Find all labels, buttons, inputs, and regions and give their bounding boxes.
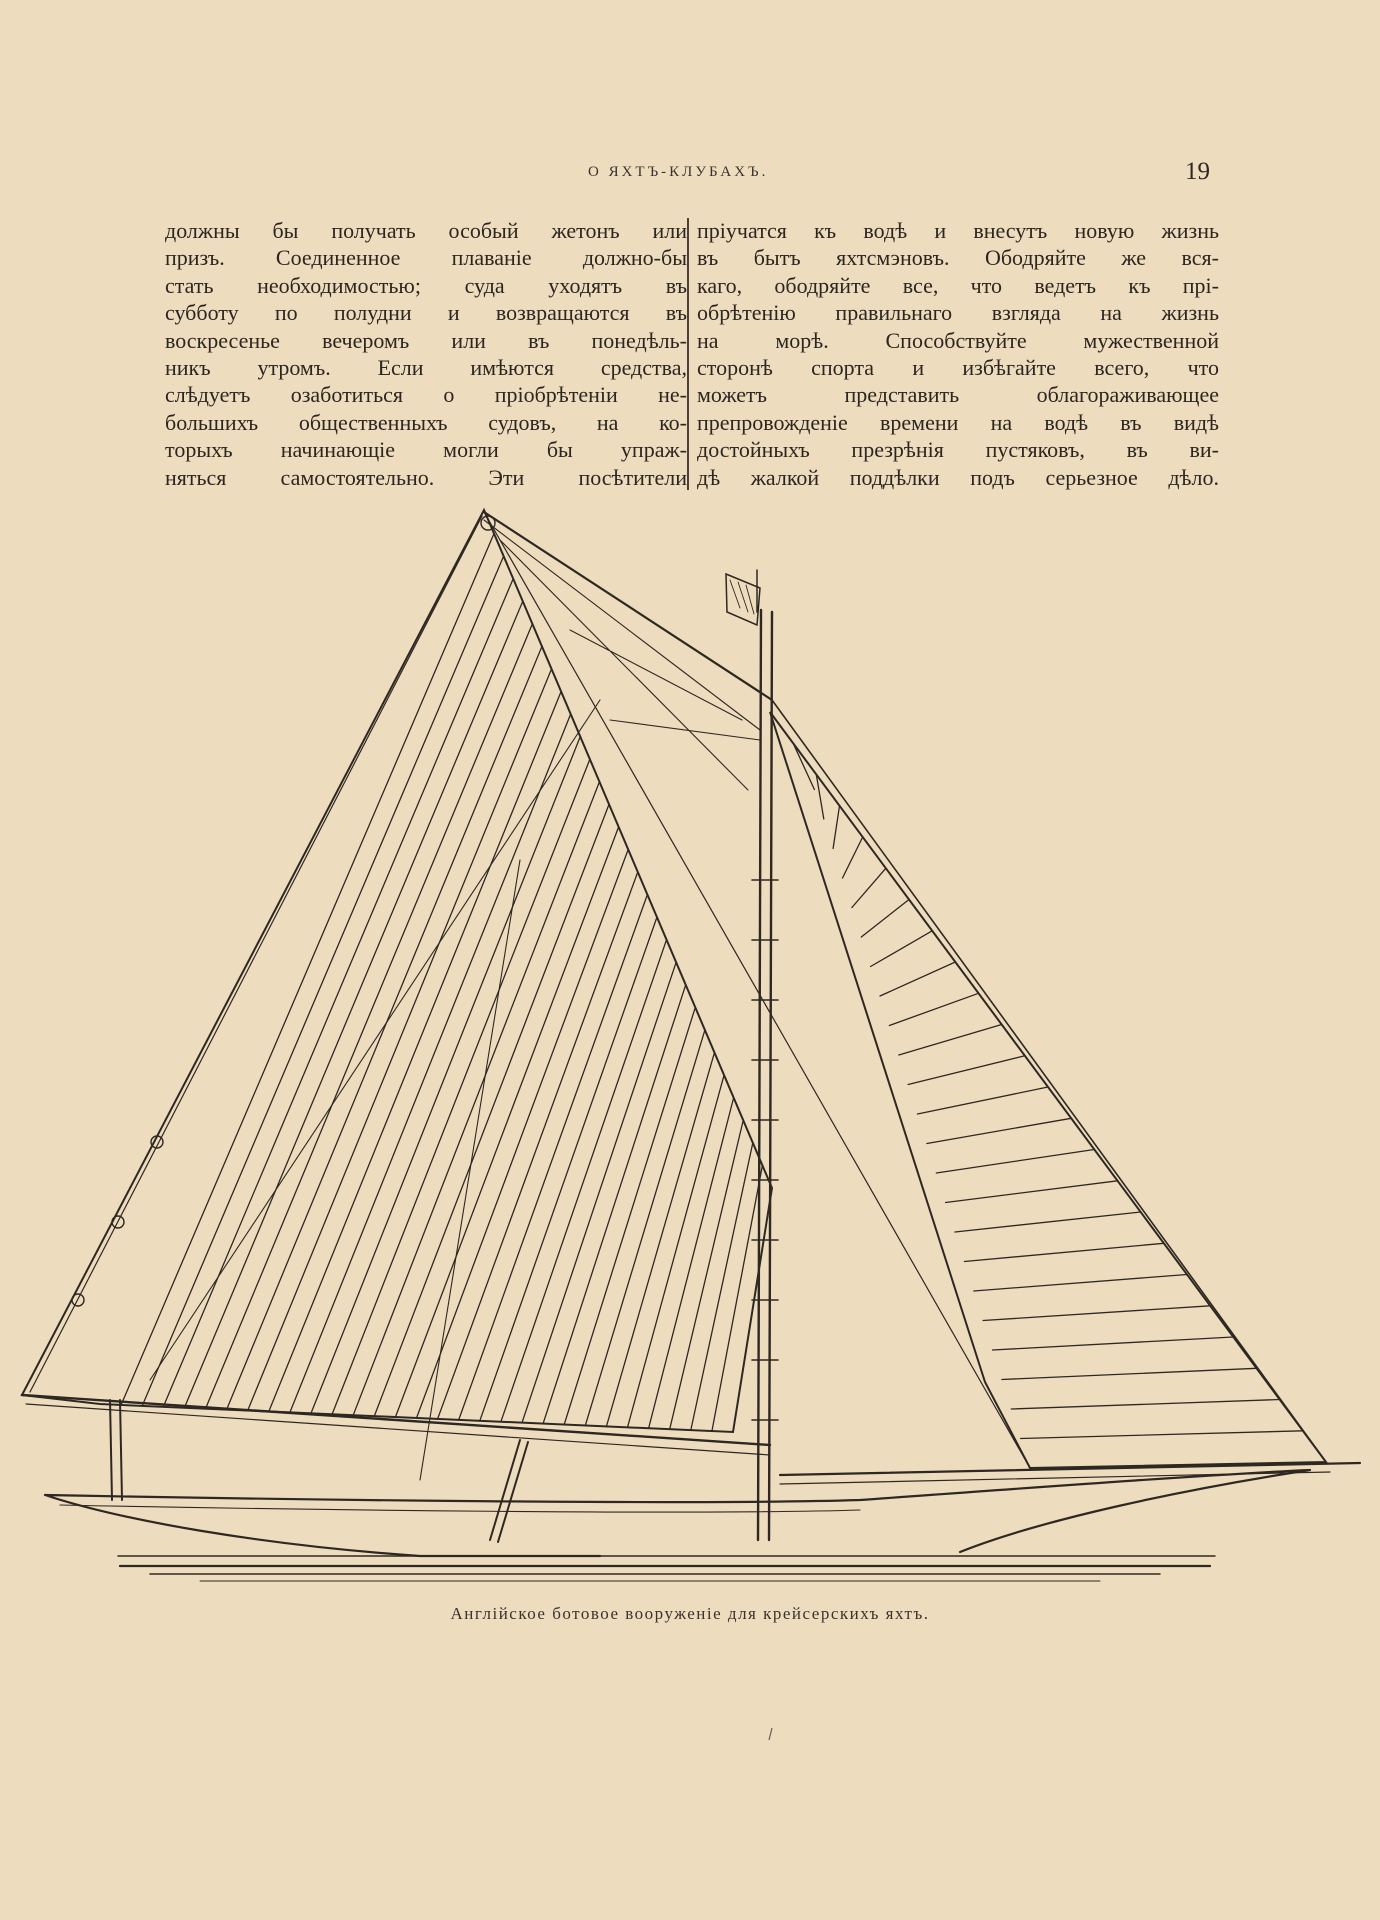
text-line: на морѣ. Способствуйте мужественной	[697, 327, 1219, 353]
running-title: О ЯХТЪ-КЛУБАХЪ.	[588, 164, 769, 180]
text-line: субботу по полудни и возвращаются въ	[165, 300, 687, 326]
text-line: достойныхъ презрѣнiя пустяковъ, въ ви-	[697, 437, 1219, 463]
text-line: препровожденiе времени на водѣ въ видѣ	[697, 409, 1219, 435]
text-line: большихъ общественныхъ судовъ, на ко-	[165, 409, 687, 435]
boom-crutch	[110, 1400, 122, 1500]
mainsail	[22, 510, 772, 1432]
yacht-illustration	[0, 490, 1380, 1600]
text-line: торыхъ начинающiе могли бы упраж-	[165, 437, 687, 463]
topping-lift	[484, 512, 1030, 1468]
text-line: можетъ представить облагораживающее	[697, 382, 1219, 408]
text-line: каго, ободряйте все, что ведетъ къ прi-	[697, 272, 1219, 298]
text-line: въ бытъ яхтсмэновъ. Ободряйте же вся-	[697, 245, 1219, 271]
printer-mark	[768, 1728, 774, 1740]
column-divider	[687, 218, 689, 490]
jib	[770, 712, 1326, 1468]
figure-caption: Англiйское ботовое вооруженiе для крейсерскихъ яхтъ.	[450, 1604, 930, 1623]
hull	[45, 1470, 1310, 1556]
page-number: 19	[1185, 158, 1210, 185]
gaff	[484, 512, 772, 700]
mainsail-hatching	[121, 535, 762, 1432]
mast	[758, 610, 772, 1540]
text-column-right	[697, 217, 1219, 491]
text-line: должны бы получать особый жетонъ или	[165, 218, 687, 243]
text-line: сторонѣ спорта и избѣгайте всего, что	[697, 355, 1219, 381]
text-line: дѣ жалкой поддѣлки подъ серьезное дѣло.	[697, 464, 1219, 490]
text-line: призъ. Соединенное плаванiе должно-бы	[165, 245, 687, 271]
text-line: обрѣтенiю правильнаго взгляда на жизнь	[697, 300, 1219, 326]
text-line: стать необходимостью; суда уходятъ въ	[165, 272, 687, 298]
text-column-left	[165, 217, 687, 491]
text-line: няться самостоятельно. Эти посѣтители	[165, 464, 687, 490]
water	[118, 1556, 1215, 1581]
text-line: никъ утромъ. Если имѣются средства,	[165, 355, 687, 381]
text-line: слѣдуетъ озаботиться о прiобрѣтенiи не-	[165, 382, 687, 408]
text-line: прiучатся къ водѣ и внесутъ новую жизнь	[697, 218, 1219, 243]
forestay	[772, 700, 1326, 1462]
main-boom	[22, 1395, 770, 1445]
text-line: воскресенье вечеромъ или въ понедѣль-	[165, 327, 687, 353]
